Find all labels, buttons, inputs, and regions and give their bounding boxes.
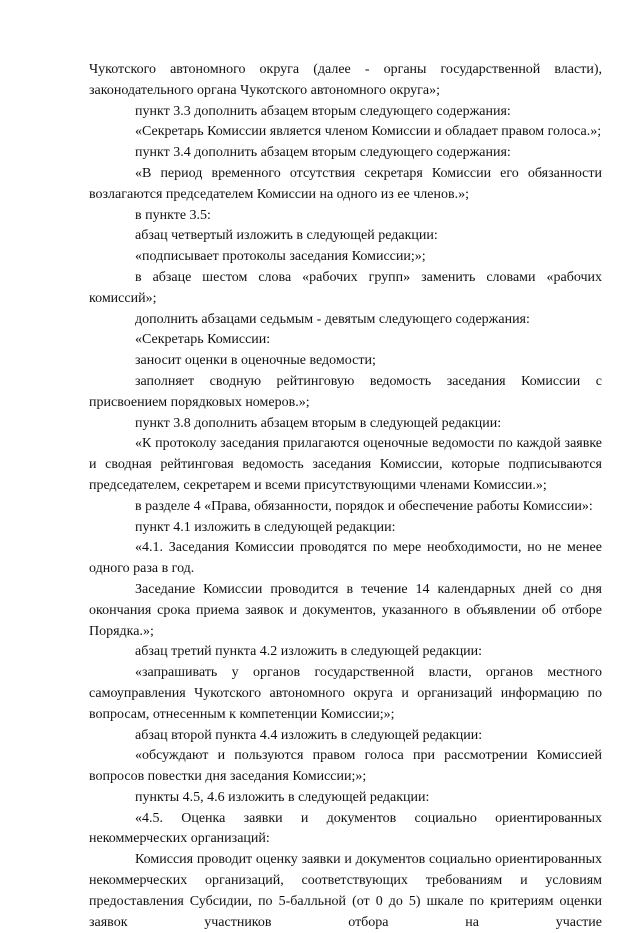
- paragraph: пункт 4.1 изложить в следующей редакции:: [135, 519, 396, 535]
- paragraph: «подписывает протоколы заседания Комиссии;»;: [135, 249, 426, 265]
- paragraph: «4.1. Заседания Комиссии проводятся по мере необходимости, но не менее одного раза в год.: [89, 540, 602, 577]
- paragraph: пункты 4.5, 4.6 изложить в следующей редакции:: [135, 789, 430, 805]
- paragraph: «4.5. Оценка заявки и документов социально ориентированных некоммерческих организаций:: [89, 810, 602, 847]
- paragraph: абзац третий пункта 4.2 изложить в следующей редакции:: [135, 644, 483, 660]
- paragraph: «В период временного отсутствия секретаря Комиссии его обязанности возлагаются председателем Комиссии на одного из ее членов.»;: [89, 165, 602, 202]
- paragraph: заполняет сводную рейтинговую ведомость заседания Комиссии с присвоением порядковых номеров.»;: [89, 373, 602, 410]
- paragraph: в абзаце шестом слова «рабочих групп» заменить словами «рабочих комиссий»;: [89, 269, 602, 306]
- paragraph: в разделе 4 «Права, обязанности, порядок и обеспечение работы Комиссии»:: [135, 498, 593, 514]
- paragraph: заносит оценки в оценочные ведомости;: [135, 353, 376, 369]
- paragraph: пункт 3.8 дополнить абзацем вторым в следующей редакции:: [135, 415, 502, 431]
- paragraph: пункт 3.3 дополнить абзацем вторым следующего содержания:: [135, 103, 511, 119]
- paragraph: в пункте 3.5:: [135, 207, 211, 223]
- paragraph: Заседание Комиссии проводится в течение 14 календарных дней со дня окончания срока приема заявок и документов, указанного в объявлении об отборе Порядка.»;: [89, 581, 602, 639]
- paragraph: дополнить абзацами седьмым - девятым следующего содержания:: [135, 311, 530, 327]
- paragraph: Чукотского автономного округа (далее - органы государственной власти), законодательного органа Чукотского автономного округа»;: [89, 62, 602, 98]
- paragraph: абзац четвертый изложить в следующей редакции:: [135, 228, 438, 244]
- paragraph: Комиссия проводит оценку заявки и документов социально ориентированных некоммерческих организаций, соответствующих требованиям и условиям предоставления Субсидии, по 5-балльной (от 0 до 5) шкале по критериям оценки заявок участников отбора на участие: [89, 852, 602, 930]
- paragraph: «обсуждают и пользуются правом голоса при рассмотрении Комиссией вопросов повестки дня заседания Комиссии;»;: [89, 748, 602, 785]
- paragraph: пункт 3.4 дополнить абзацем вторым следующего содержания:: [135, 145, 511, 161]
- paragraph: «Секретарь Комиссии является членом Комиссии и обладает правом голоса.»;: [135, 124, 602, 140]
- paragraph: «запрашивать у органов государственной власти, органов местного самоуправления Чукотского автономного округа и организаций информацию по вопросам, отнесенным к компетенции Комиссии;»;: [89, 665, 602, 722]
- paragraph: «К протоколу заседания прилагаются оценочные ведомости по каждой заявке и сводная рейтинговая ведомость заседания Комиссии, которые подписываются председателем, секретарем и всеми присутствующими членами Комиссии.»;: [89, 436, 602, 493]
- document-text: [89, 60, 602, 933]
- paragraph: «Секретарь Комиссии:: [135, 332, 271, 348]
- paragraph: абзац второй пункта 4.4 изложить в следующей редакции:: [135, 727, 483, 743]
